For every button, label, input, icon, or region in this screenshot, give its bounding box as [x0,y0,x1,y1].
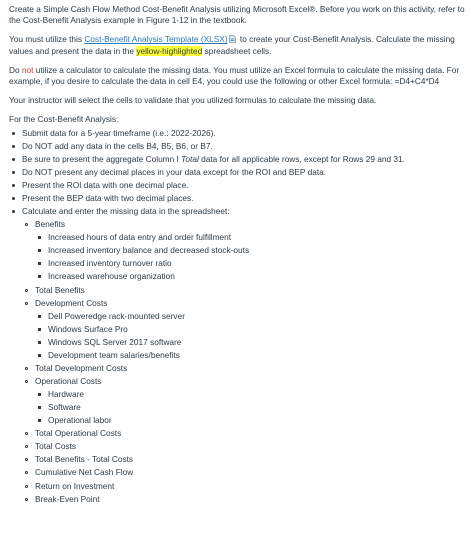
sub-list-item: Total Costs [22,441,466,452]
benefit-item: Increased inventory balance and decreased stock-outs [35,245,466,256]
sub-list-item: Return on Investment [22,481,466,492]
list-item: Present the ROI data with one decimal place. [9,180,466,191]
yellow-highlight-text: yellow-highlighted [136,45,203,56]
instructor-paragraph: Your instructor will select the cells to validate that you utilized formulas to calculate the missing data. [9,95,377,106]
spreadsheet-items-list [22,219,466,505]
op-cost-item: Hardware [35,389,466,400]
sub-list-item [22,376,466,427]
total-italic: Total [181,153,199,164]
list-item: Do NOT present any decimal places in your data except for the ROI and BEP data. [9,167,466,178]
list-intro: For the Cost-Benefit Analysis: [9,114,119,125]
template-paragraph [9,34,466,56]
sub-list-item: Total Development Costs [22,363,466,374]
sub-list-item: Total Benefits - Total Costs [22,454,466,465]
sub-list-item: Total Benefits [22,285,466,296]
template-text-middle: to create your Cost-Benefit Analysis. Calculate the missing values and present the data in the [9,34,455,56]
sub-list-item: Total Operational Costs [22,428,466,439]
list-item-text: Be sure to present the aggregate Column I [22,153,182,164]
benefit-item: Increased warehouse organization [35,271,466,282]
list-item [9,154,466,165]
template-link[interactable]: Cost-Benefit Analysis Template (XLSX) [84,34,228,45]
list-item: Submit data for a 5-year timeframe (i.e.: 2022-2026). [9,128,466,139]
sub-list-item [22,219,466,283]
sub-list-item: Break-Even Point [22,494,466,505]
requirements-list [9,128,466,505]
op-costs-list [35,389,466,426]
dev-costs-label: Development Costs [35,297,108,308]
list-item-text: Calculate and enter the missing data in the spreadsheet: [22,205,230,216]
dev-cost-item: Development team salaries/benefits [35,350,466,361]
sub-list-item: Cumulative Net Cash Flow [22,467,466,478]
benefits-list [35,232,466,282]
calculator-text-before: Do [9,64,22,75]
template-text-after: spreadsheet cells. [202,45,272,56]
benefit-item: Increased inventory turnover ratio [35,258,466,269]
template-text-before: You must utilize this [9,34,85,45]
op-costs-label: Operational Costs [35,375,102,386]
list-item: Present the BEP data with two decimal places. [9,193,466,204]
dev-costs-list [35,311,466,361]
sub-list-item [22,298,466,362]
op-cost-item: Operational labor [35,415,466,426]
op-cost-item: Software [35,402,466,413]
calculator-text-after: utilize a calculator to calculate the missing data. You must utilize an Excel formula to calculate the missing data. For example, if you desire to calculate the data in cell E4, you could use the following or other Excel formula: =D4+C4*D4 [9,64,460,87]
benefits-label: Benefits [35,219,65,230]
list-item-text: data for all applicable rows, except for Rows 29 and 31. [198,153,405,164]
dev-cost-item: Dell Poweredge rack-mounted server [35,311,466,322]
dev-cost-item: Windows SQL Server 2017 software [35,337,466,348]
dev-cost-item: Windows Surface Pro [35,324,466,335]
intro-paragraph: Create a Simple Cash Flow Method Cost-Benefit Analysis utilizing Microsoft Excel®. Before you work on this activity, refer to the Cost-Benefit Analysis example in Figure 1-12 in the textbook. [9,4,465,26]
file-icon [229,35,236,43]
not-emphasis: not [21,64,34,75]
calculator-paragraph [9,65,466,87]
benefit-item: Increased hours of data entry and order fulfillment [35,232,466,243]
list-item: Do NOT add any data in the cells B4, B5, B6, or B7. [9,141,466,152]
list-item [9,206,466,505]
